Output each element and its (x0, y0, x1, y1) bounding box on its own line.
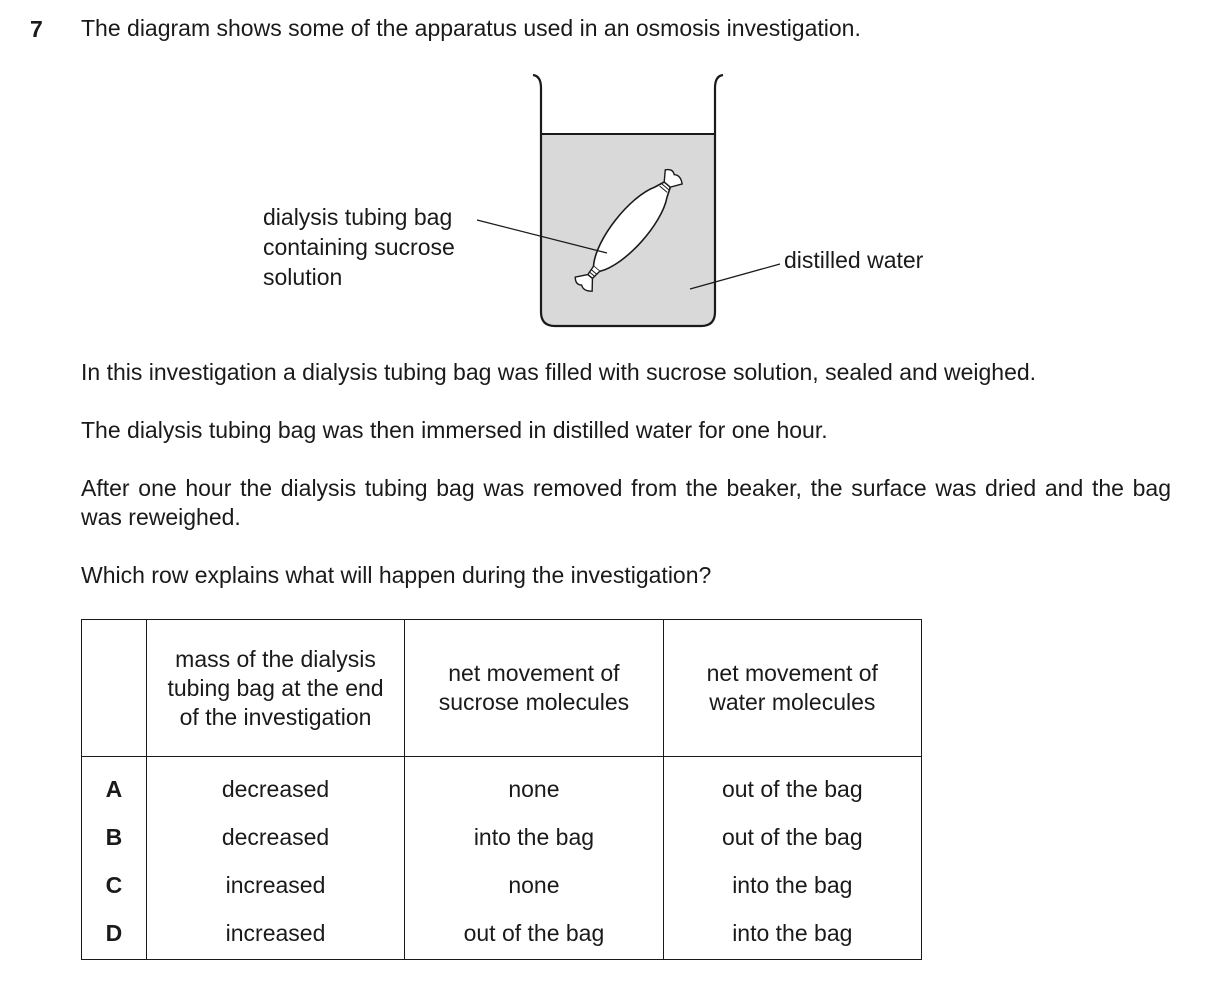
mass-cell: decreased (146, 757, 404, 814)
header-option (82, 620, 147, 757)
option-letter: A (105, 775, 123, 802)
paragraph-question: Which row explains what will happen during the investigation? (81, 562, 712, 588)
paragraph-immersion: The dialysis tubing bag was then immersed in distilled water for one hour. (81, 417, 828, 443)
distilled-water-label: distilled water (784, 247, 924, 273)
question-stem: The diagram shows some of the apparatus used in an osmosis investigation. (81, 15, 861, 41)
dialysis-bag-label: dialysis tubing bag containing sucrose solution (263, 204, 455, 290)
answer-table (81, 619, 922, 960)
mass-cell: increased (146, 909, 404, 960)
option-letter: B (105, 823, 123, 850)
mass-cell: decreased (146, 813, 404, 861)
table-header-row (82, 620, 922, 757)
table-row[interactable] (82, 861, 922, 909)
water-cell: out of the bag (663, 813, 921, 861)
sucrose-cell: into the bag (405, 813, 663, 861)
osmosis-apparatus-diagram (0, 0, 1209, 360)
paragraph-setup: In this investigation a dialysis tubing bag was filled with sucrose solution, sealed and weighed. (81, 359, 1037, 385)
table-row[interactable] (82, 757, 922, 814)
table-row[interactable] (82, 813, 922, 861)
water-cell: out of the bag (663, 757, 921, 814)
sucrose-cell: none (405, 757, 663, 814)
option-letter: C (105, 871, 123, 898)
table-row[interactable] (82, 909, 922, 960)
header-sucrose: net movement of sucrose molecules (405, 620, 663, 757)
water-cell: into the bag (663, 861, 921, 909)
water-cell: into the bag (663, 909, 921, 960)
sucrose-cell: none (405, 861, 663, 909)
header-mass: mass of the dialysis tubing bag at the end of the investigation (146, 620, 404, 757)
sucrose-cell: out of the bag (405, 909, 663, 960)
option-letter: D (105, 919, 123, 946)
header-water: net movement of water molecules (663, 620, 921, 757)
question-number: 7 (30, 16, 43, 42)
paragraph-reweigh: After one hour the dialysis tubing bag was removed from the beaker, the surface was dried and the bag was reweighed. (81, 475, 1171, 530)
mass-cell: increased (146, 861, 404, 909)
